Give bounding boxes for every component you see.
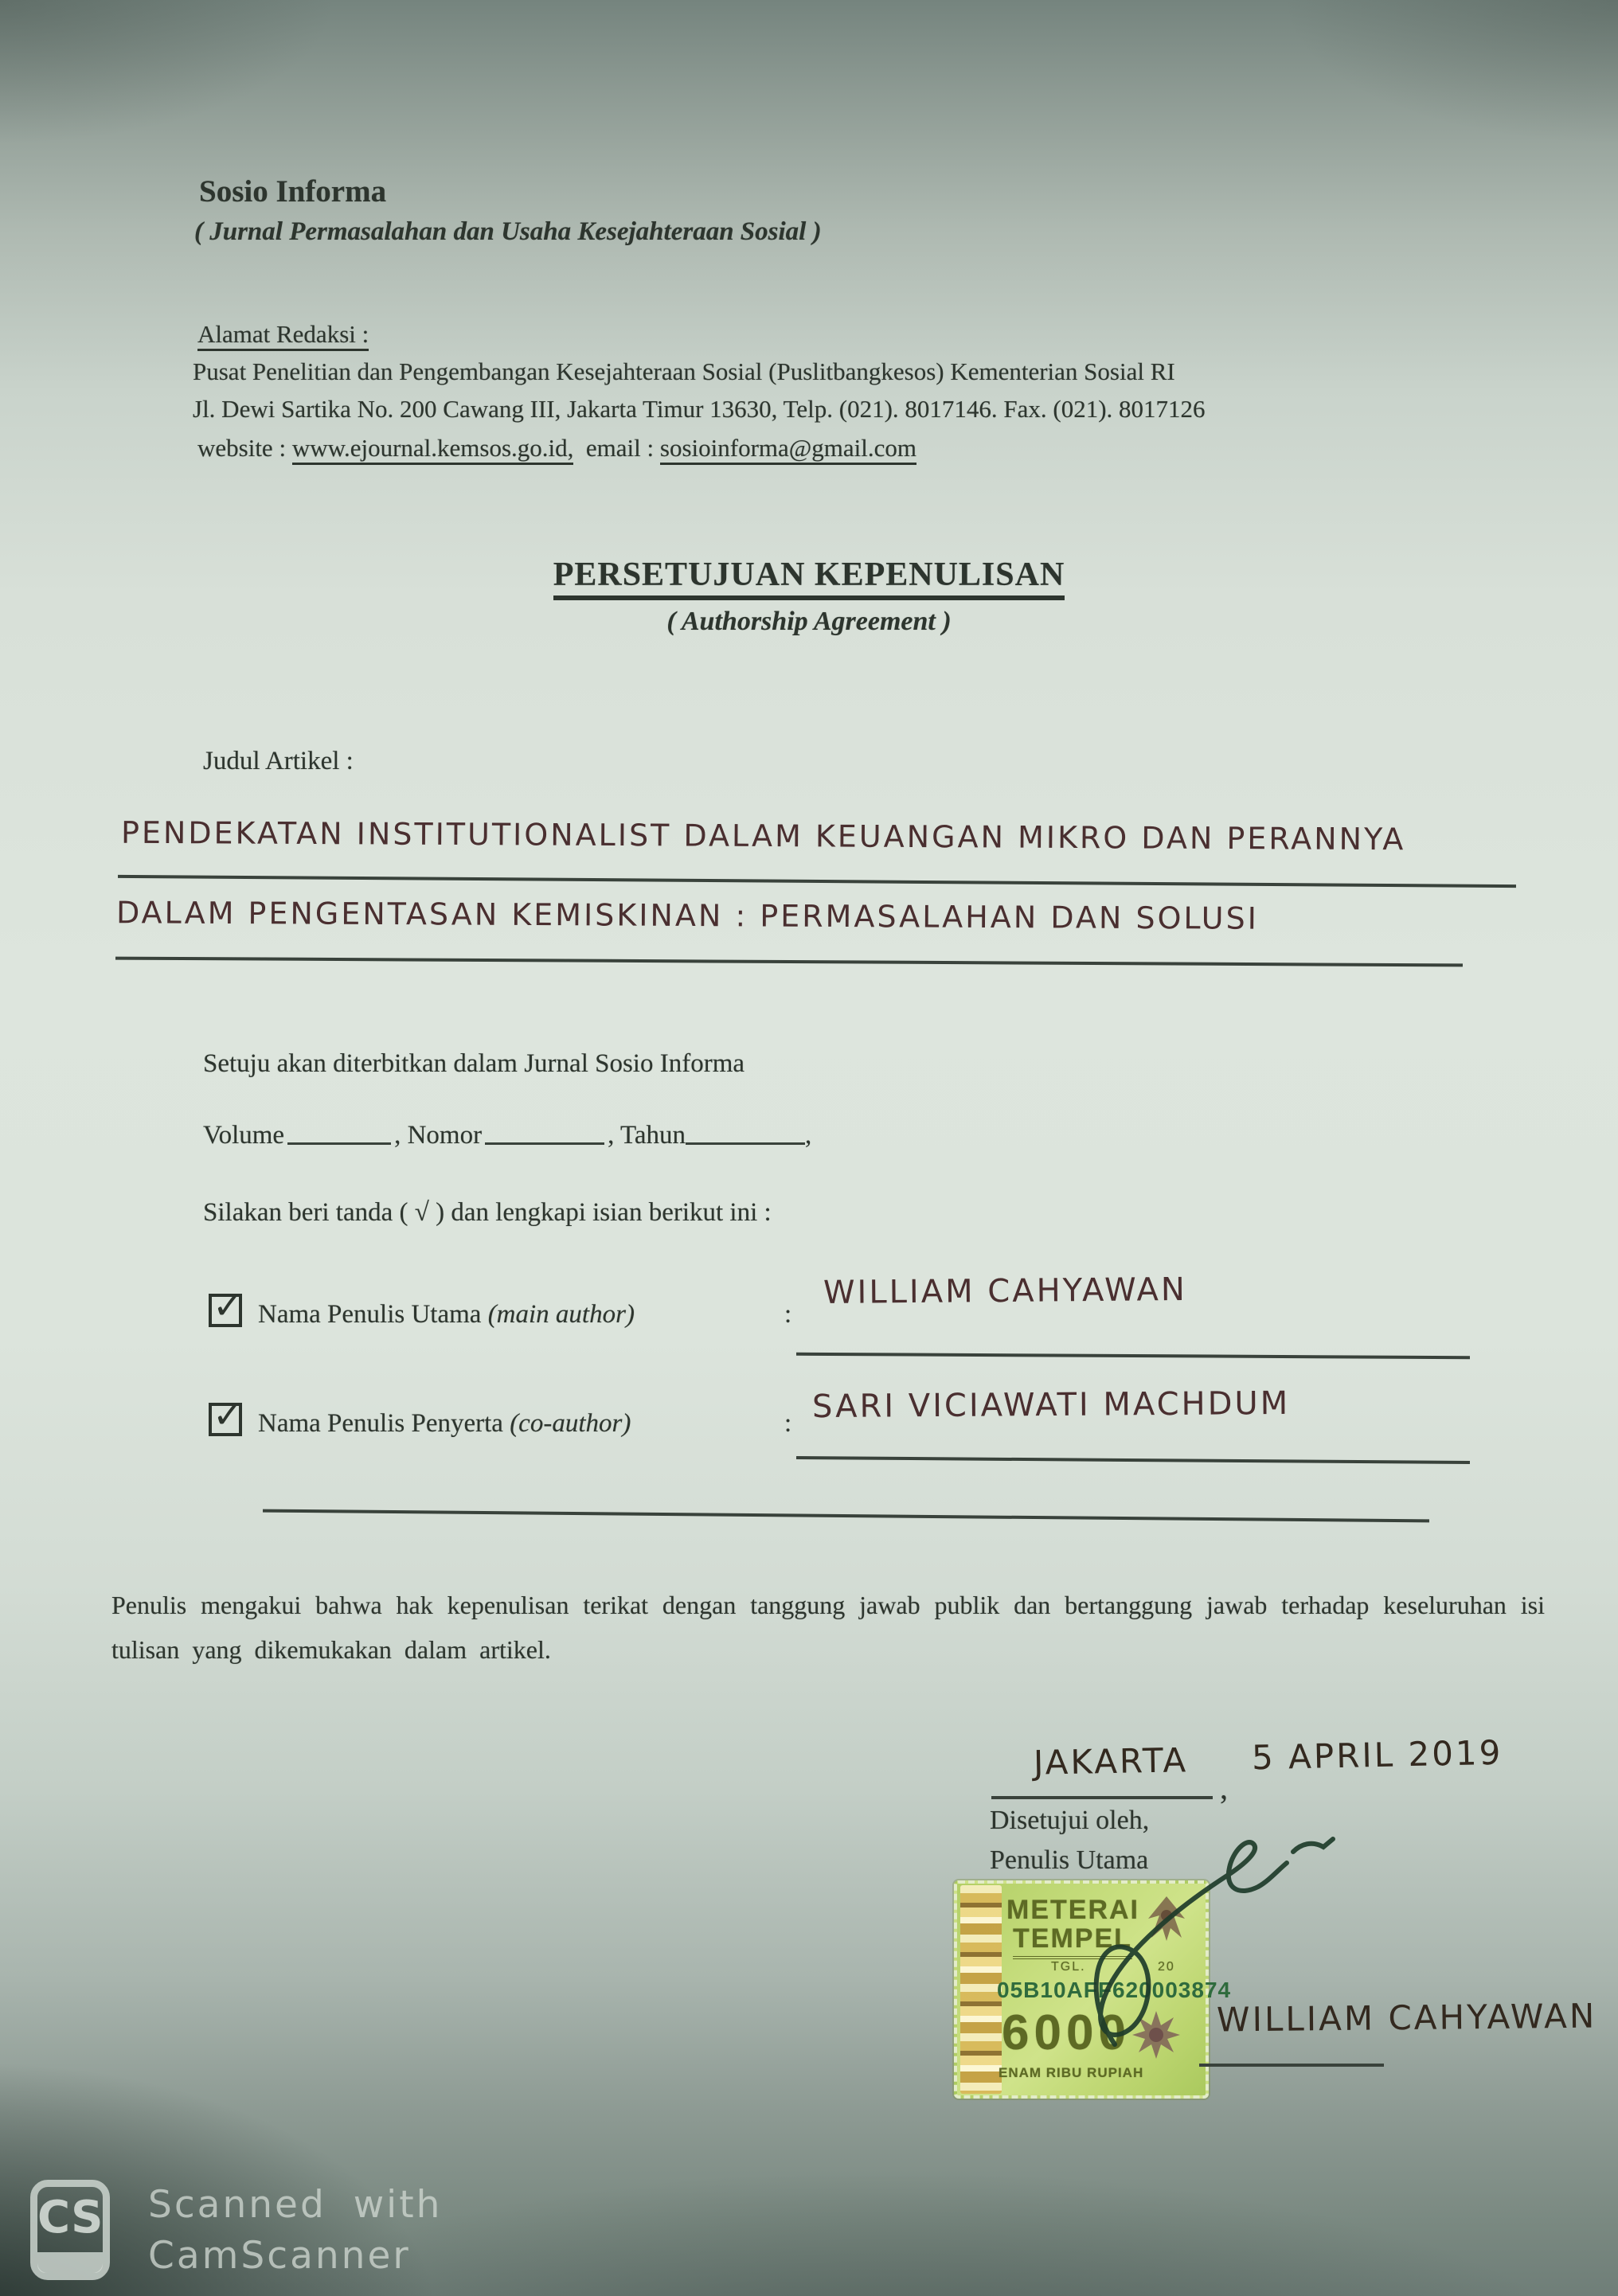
approved-by-label: Disetujui oleh, <box>990 1806 1150 1835</box>
stamp-word-tempel: TEMPEL <box>1013 1923 1132 1959</box>
volume-line <box>203 1121 811 1150</box>
journal-header <box>194 174 822 247</box>
main-author-row <box>209 1271 1483 1373</box>
camscanner-logo-bar <box>37 2252 103 2273</box>
co-author-underline <box>796 1456 1470 1464</box>
publish-line: Setuju akan diterbitkan dalam Jurnal Sosio Informa <box>203 1049 745 1078</box>
extra-blank-underline <box>263 1509 1429 1523</box>
camscanner-logo-icon <box>30 2180 110 2280</box>
sign-place-underline <box>991 1796 1213 1799</box>
website-link: www.ejournal.kemsos.go.id, <box>292 434 574 465</box>
signature-scribble <box>1027 1831 1441 2086</box>
main-author-underline <box>796 1353 1470 1359</box>
main-author-label: Nama Penulis Utama (main author) <box>258 1300 635 1329</box>
watermark-line1: Scanned with <box>148 2183 443 2227</box>
form-title-block <box>0 556 1618 637</box>
stamp-word-meterai: METERAI <box>1006 1895 1139 1925</box>
address-line1: Pusat Penelitian dan Pengembangan Kesejahteraan Sosial (Puslitbangkesos) Kementerian Sosial RI <box>193 357 1175 385</box>
signature-name-handwriting: WILLIAM CAHYAWAN <box>1216 1996 1597 2040</box>
stamp-tgl-label: TGL. <box>1051 1960 1086 1974</box>
main-author-checkmark-icon: ✓ <box>213 1284 244 1327</box>
sign-comma: , <box>1220 1770 1228 1806</box>
stamp-year-suffix: 20 <box>1158 1960 1175 1974</box>
main-author-checkbox <box>209 1284 244 1327</box>
article-title-underline2 <box>115 957 1463 967</box>
journal-name: Sosio Informa <box>199 174 387 209</box>
co-author-checkmark-icon: ✓ <box>213 1393 244 1436</box>
main-author-colon: : <box>784 1300 792 1329</box>
sign-place-handwriting: JAKARTA <box>1033 1740 1189 1783</box>
camscanner-logo-text: CS <box>37 2192 104 2243</box>
email-label: email : <box>573 434 660 462</box>
main-author-label-english: (main author) <box>487 1300 635 1329</box>
stamp-hologram-strip <box>960 1885 1002 2094</box>
email-link: sosioinforma@gmail.com <box>660 434 916 465</box>
volume-blank <box>287 1139 391 1145</box>
main-author-value-handwriting: WILLIAM CAHYAWAN <box>823 1271 1188 1311</box>
co-author-label: Nama Penulis Penyerta (co-author) <box>258 1409 631 1438</box>
declaration-paragraph: Penulis mengakui bahwa hak kepenulisan terikat dengan tanggung jawab publik dan bertanggung jawab terhadap keseluruhan isi tulisan yang dikemukakan dalam artikel. <box>111 1591 1545 1664</box>
co-author-label-english: (co-author) <box>510 1409 631 1438</box>
co-author-value-handwriting: SARI VICIAWATI MACHDUM <box>811 1384 1291 1426</box>
article-title-label: Judul Artikel : <box>203 747 354 775</box>
tahun-label: , Tahun <box>608 1121 686 1150</box>
instruction-line: Silakan beri tanda ( √ ) dan lengkapi isian berikut ini : <box>203 1198 772 1227</box>
watermark-line2: CamScanner <box>148 2234 411 2278</box>
signature-name-underline <box>1199 2064 1384 2067</box>
volume-label: Volume <box>203 1121 285 1150</box>
nomor-label: , Nomor <box>394 1121 483 1150</box>
form-title: PERSETUJUAN KEPENULISAN <box>553 556 1065 600</box>
stamp-serial-number: 05B10AFF620003874 <box>997 1978 1232 2002</box>
article-title-underline1 <box>118 875 1516 888</box>
form-subtitle: ( Authorship Agreement ) <box>666 607 952 636</box>
tahun-blank <box>686 1139 805 1145</box>
stamp-denomination-words: ENAM RIBU RUPIAH <box>999 2065 1144 2080</box>
address-label: Alamat Redaksi : <box>197 320 369 351</box>
co-author-checkbox <box>209 1393 244 1436</box>
co-author-row <box>209 1384 1483 1481</box>
website-label: website : <box>197 434 292 462</box>
address-line2: Jl. Dewi Sartika No. 200 Cawang III, Jakarta Timur 13630, Telp. (021). 8017146. Fax. (021). 8017126 <box>193 395 1206 423</box>
article-title-handwriting-line2: DALAM PENGENTASAN KEMISKINAN : PERMASALAHAN DAN SOLUSI <box>115 895 1259 936</box>
approver-title: Penulis Utama <box>990 1845 1149 1875</box>
stamp-denomination: 6000 <box>1002 2005 1131 2060</box>
co-author-colon: : <box>784 1409 792 1438</box>
nomor-blank <box>485 1139 604 1145</box>
address-block <box>193 315 1206 467</box>
sign-date-handwriting: 5 APRIL 2019 <box>1251 1732 1503 1778</box>
volume-line-comma: , <box>804 1121 812 1150</box>
journal-subtitle: ( Jurnal Permasalahan dan Usaha Kesejahteraan Sosial ) <box>194 217 822 246</box>
article-title-handwriting-line1: PENDEKATAN INSTITUTIONALIST DALAM KEUANGAN MIKRO DAN PERANNYA <box>120 814 1406 857</box>
